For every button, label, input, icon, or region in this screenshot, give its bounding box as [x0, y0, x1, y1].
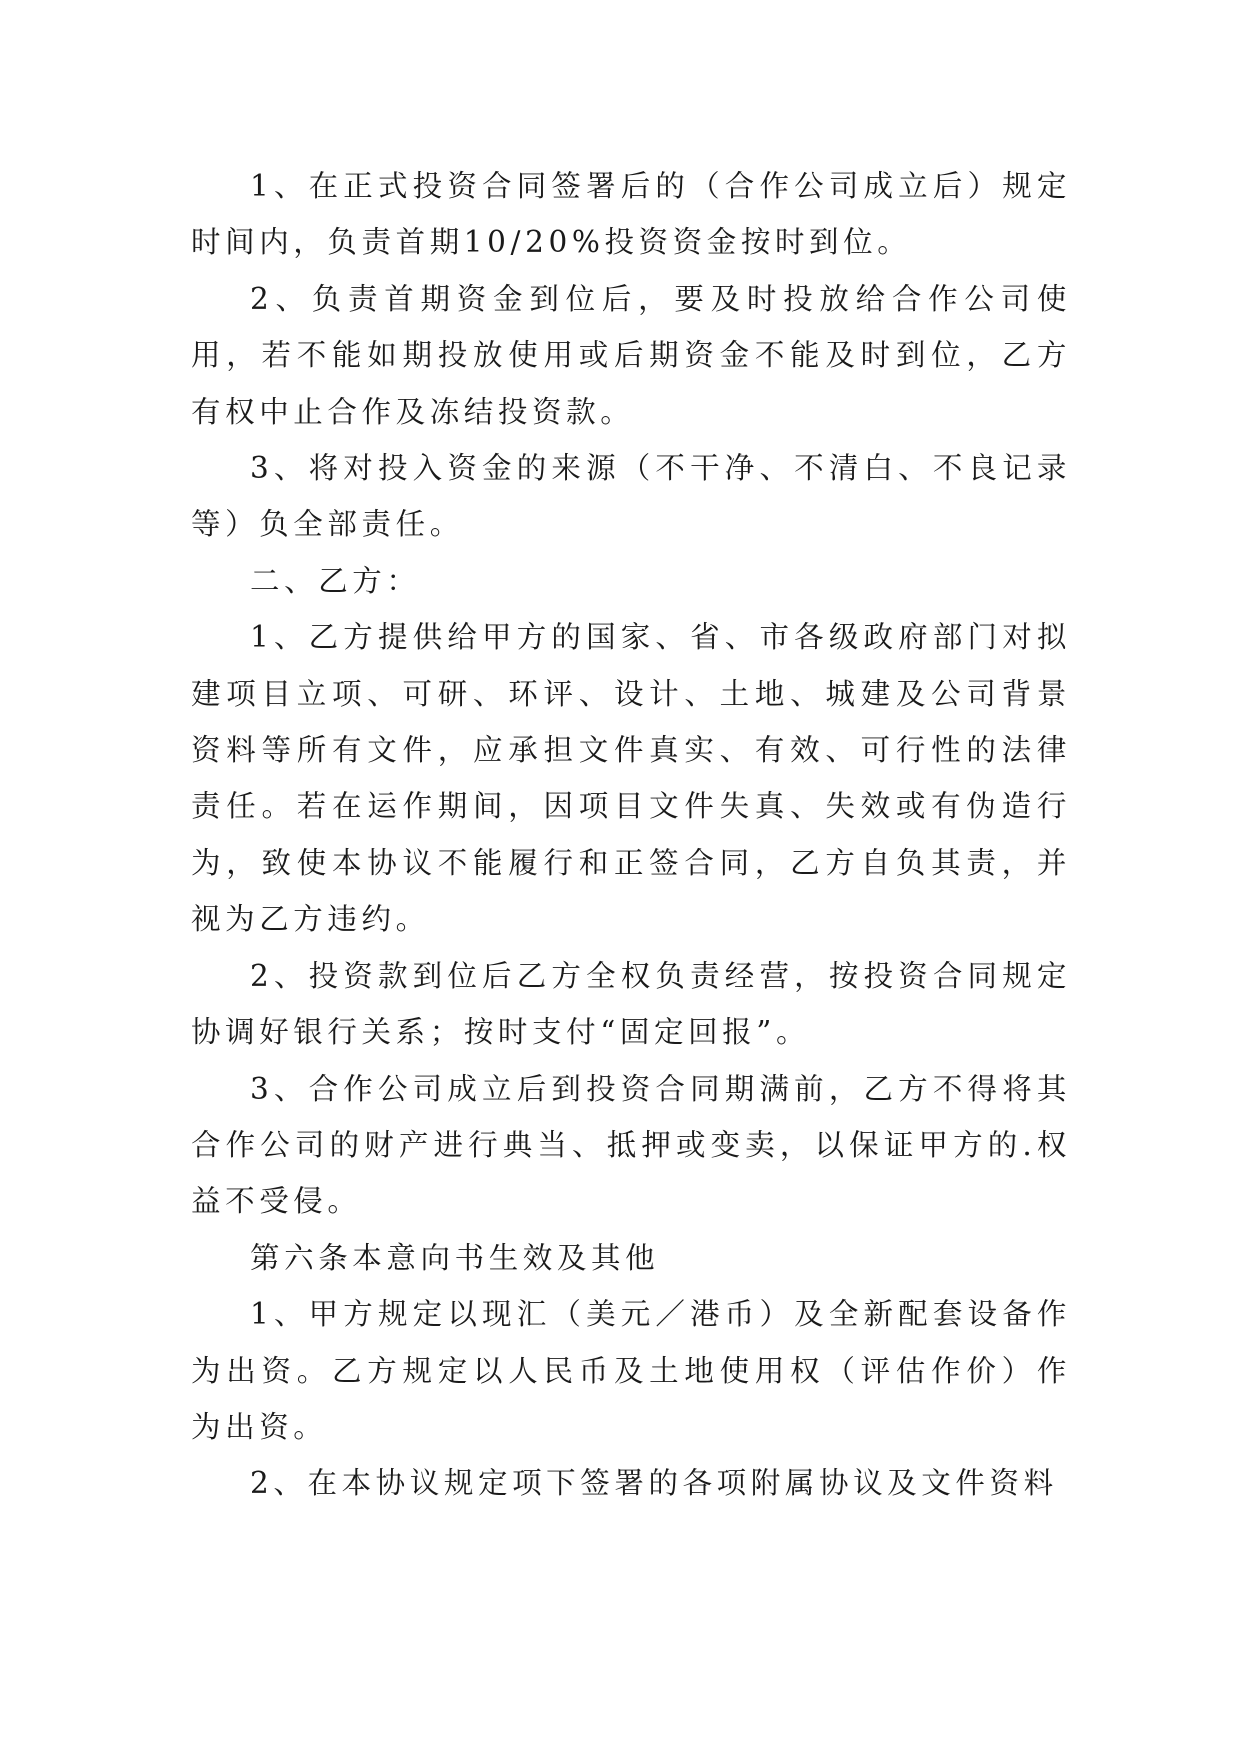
paragraph-fund-release: 2、负责首期资金到位后，要及时投放给合作公司使用，若不能如期投放使用或后期资金不能及时到位，乙方有权中止合作及冻结投资款。: [191, 281, 1071, 429]
paragraph-party-b-documents: 1、乙方提供给甲方的国家、省、市各级政府部门对拟建项目立项、可研、环评、设计、土地、城建及公司背景资料等所有文件，应承担文件真实、有效、可行性的法律责任。若在运作期间，因项目文件失真、失效或有伪造行为，致使本协议不能履行和正签合同，乙方自负其责，并视为乙方违约。: [191, 620, 1071, 937]
paragraph-investment-deadline: 1、在正式投资合同签署后的（合作公司成立后）规定时间内，负责首期10/20%投资资金按时到位。: [191, 169, 1071, 260]
paragraph-party-b-assets: 3、合作公司成立后到投资合同期满前，乙方不得将其合作公司的财产进行典当、抵押或变卖，以保证甲方的.权益不受侵。: [191, 1071, 1071, 1219]
paragraph-contributions: 1、甲方规定以现汇（美元／港币）及全新配套设备作为出资。乙方规定以人民币及土地使用权（评估作价）作为出资。: [191, 1297, 1071, 1444]
article-heading-six: 第六条本意向书生效及其他: [250, 1240, 660, 1275]
paragraph-ancillary-agreements: 2、在本协议规定项下签署的各项附属协议及文件资料: [250, 1466, 1058, 1501]
document-body: [191, 158, 1071, 1512]
paragraph-party-b-operation: 2、投资款到位后乙方全权负责经营，按投资合同规定协调好银行关系；按时支付“固定回报”。: [191, 958, 1071, 1050]
section-heading-party-b: 二、乙方：: [250, 563, 421, 598]
paragraph-fund-source: 3、将对投入资金的来源（不干净、不清白、不良记录等）负全部责任。: [191, 451, 1071, 542]
